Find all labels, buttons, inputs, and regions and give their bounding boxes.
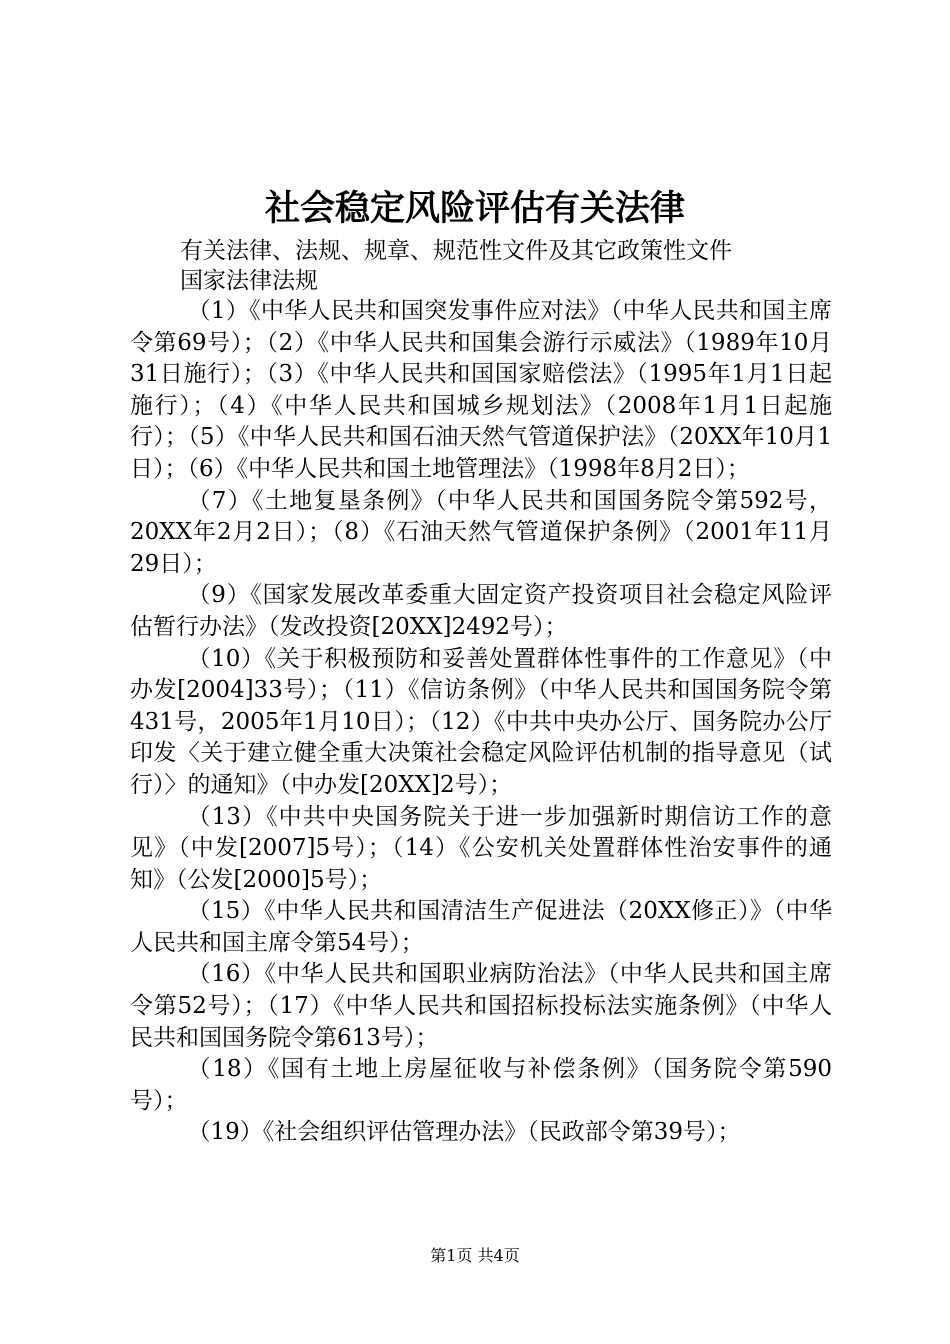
paragraph-2: （7）《土地复垦条例》（中华人民共和国国务院令第592号，20XX年2月2日）；（8）《石油天然气管道保护条例》（2001年11月29日）； [130, 487, 832, 577]
paragraph-7: （16）《中华人民共和国职业病防治法》（中华人民共和国主席令第52号）；（17）《中华人民共和国招标投标法实施条例》（中华人民共和国国务院令第613号）； [130, 961, 832, 1051]
paragraph-3: （9）《国家发展改革委重大固定资产投资项目社会稳定风险评估暂行办法》（发改投资[20XX]2492号）； [130, 582, 832, 640]
paragraph-8: （18）《国有土地上房屋征收与补偿条例》（国务院令第590号）； [130, 1056, 832, 1114]
document-body [130, 296, 832, 1149]
paragraph-9: （19）《社会组织评估管理办法》（民政部令第39号）； [187, 1119, 741, 1146]
subheading-documents: 有关法律、法规、规章、规范性文件及其它政策性文件 [180, 238, 732, 264]
paragraph-1: （1）《中华人民共和国突发事件应对法》（中华人民共和国主席令第69号）；（2）《中华人民共和国集会游行示威法》（1989年10月31日施行）；（3）《中华人民共和国国家赔偿法》（1995年1月1日起施行）；（4）《中华人民共和国城乡规划法》（2008年1月1日起施行）；（5）《中华人民共和国石油天然气管道保护法》（20XX年10月1日）；（6）《中华人民共和国土地管理法》（1998年8月2日）； [130, 298, 832, 482]
paragraph-4: （10）《关于积极预防和妥善处置群体性事件的工作意见》（中办发[2004]33号）；（11）《信访条例》（中华人民共和国国务院令第431号，2005年1月10日）；（12）《中共中央办公厅、国务院办公厅印发〈关于建立健全重大决策社会稳定风险评估机制的指导意见（试行）〉的通知》（中办发[20XX]2号）； [130, 645, 832, 798]
paragraph-6: （15）《中华人民共和国清洁生产促进法（20XX修正）》（中华人民共和国主席令第54号）； [130, 898, 832, 956]
paragraph-5: （13）《中共中央国务院关于进一步加强新时期信访工作的意见》（中发[2007]5号）；（14）《公安机关处置群体性治安事件的通知》（公发[2000]5号）； [130, 803, 832, 893]
document-title: 社会稳定风险评估有关法律 [264, 188, 685, 229]
subheading-national-laws: 国家法律法规 [180, 268, 318, 294]
page-footer: 第1页 共4页 [430, 1246, 520, 1265]
